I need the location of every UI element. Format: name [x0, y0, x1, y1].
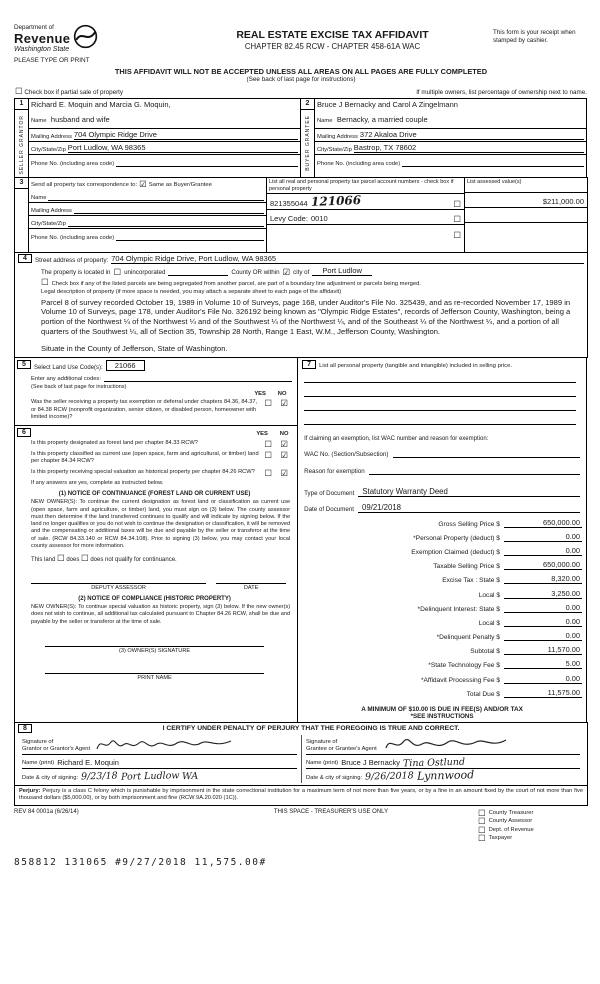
- deferral-yes-checkbox[interactable]: ☐: [264, 398, 272, 409]
- same-as-buyer-label: Same as Buyer/Grantee: [148, 181, 212, 188]
- dist-taxpayer-row: [478, 834, 588, 843]
- grantor-date-handwritten: 9/23/18: [80, 770, 118, 783]
- buyer-section: [300, 98, 587, 178]
- delinquent-interest-state-value: 0.00: [504, 603, 582, 613]
- forest-land-question: Is this property designated as forest land per chapter 84.33 RCW?: [31, 439, 198, 446]
- taxpayer-label: Taxpayer: [488, 835, 513, 842]
- deferral-question-row: [15, 397, 294, 421]
- minimum-fee-note: A MINIMUM OF $10.00 IS DUE IN FEE(S) AND/OR TAX: [361, 705, 523, 713]
- taxable-selling-price-label: Taxable Selling Price $: [433, 563, 500, 571]
- sec6-yes-header: YES: [256, 430, 268, 437]
- distribution-checkboxes: [478, 809, 588, 843]
- deputy-assessor-label: DEPUTY ASSESSOR: [91, 585, 146, 592]
- correspondence-csz-value[interactable]: [68, 218, 264, 227]
- type-of-document-value: Statutory Warranty Deed: [358, 487, 580, 497]
- seller-section: [14, 98, 301, 178]
- grantee-signature-scrawl: [380, 735, 510, 753]
- does-not-label: does not qualify for continuance.: [90, 557, 177, 564]
- exemption-claim-label: If claiming an exemption, list WAC number and reason for exemption:: [304, 436, 489, 443]
- historic-yes-checkbox[interactable]: ☐: [264, 467, 272, 478]
- subtotal-label: Subtotal $: [470, 648, 500, 656]
- buyer-csz-label: City/State/Zip: [317, 147, 352, 153]
- please-type-or-print-label: PLEASE TYPE OR PRINT: [14, 57, 90, 64]
- dist-county-treasurer-row: [478, 809, 588, 818]
- section7-number: 7: [302, 360, 316, 369]
- date-of-document-label: Date of Document: [304, 506, 354, 514]
- seller-name-field[interactable]: [29, 99, 300, 129]
- excise-tax-local-row: [302, 589, 582, 599]
- gross-selling-price-row: [302, 518, 582, 528]
- type-of-document-label: Type of Document: [304, 490, 355, 498]
- excise-tax-local-value: 3,250.00: [504, 589, 582, 599]
- buyer-phone-value[interactable]: [402, 158, 584, 167]
- sec5-no-header: NO: [277, 391, 287, 398]
- delinquent-penalty-value: 0.00: [504, 631, 582, 641]
- forest-land-question-row: [15, 438, 294, 450]
- buyer-phone-label: Phone No. (including area code): [317, 161, 401, 167]
- qualify-row: [15, 551, 294, 564]
- levy-code-label: Levy Code:: [270, 214, 308, 224]
- grantee-signature-label: Signature of Grantee or Grantee's Agent: [306, 738, 377, 752]
- legal-description-label: Legal description of property (if more space is needed, you may attach a separate sheet to each page of the affidavit): [41, 288, 342, 295]
- gross-selling-price-value: 650,000.00: [504, 518, 582, 528]
- historic-question-row: [15, 467, 294, 479]
- form-header: [14, 24, 588, 64]
- deputy-assessor-signature-line[interactable]: [31, 574, 206, 584]
- grantor-print-name-value: Richard E. Moquin: [57, 757, 119, 767]
- property-description-section: [14, 252, 588, 358]
- deferral-no-checkbox[interactable]: ☑: [280, 398, 288, 409]
- segregated-label: Check box if any of the listed parcels are being segregated from another parcel, are part of a boundary line adjustment or parcels being merged.: [51, 280, 421, 287]
- correspondence-mailing-label: Mailing Address: [31, 208, 72, 214]
- correspondence-phone-field[interactable]: [29, 229, 266, 242]
- partial-sale-checkbox[interactable]: ☐: [15, 86, 23, 96]
- forest-no-checkbox[interactable]: ☑: [280, 438, 288, 449]
- seller-name-label: Name: [31, 118, 47, 124]
- state-technology-fee-row: [302, 659, 582, 669]
- personal-property-checkbox-2[interactable]: ☐: [453, 213, 461, 224]
- grantor-signature-label: Signature of Grantor or Grantor's Agent: [22, 738, 91, 752]
- city-value: Port Ludlow: [312, 266, 372, 276]
- dist-county-assessor-row: [478, 817, 588, 826]
- current-use-question-row: [15, 449, 294, 466]
- correspondence-phone-value[interactable]: [116, 232, 264, 241]
- seller-csz-label: City/State/Zip: [31, 147, 66, 153]
- personal-property-line-4[interactable]: [304, 413, 576, 425]
- buyer-name-label: Name: [317, 118, 333, 124]
- state-technology-fee-label: *State Technology Fee $: [428, 662, 500, 670]
- delinquent-penalty-label: *Delinquent Penalty $: [436, 634, 500, 642]
- assessor-date-line[interactable]: [216, 574, 286, 584]
- seller-name-line1: Richard E. Moquin and Marcia G. Moquin,: [31, 100, 171, 109]
- form-subtitle: CHAPTER 82.45 RCW - CHAPTER 458-61A WAC: [244, 42, 421, 51]
- personal-property-line-3[interactable]: [304, 399, 576, 411]
- buyer-mailing-label: Mailing Address: [317, 134, 358, 140]
- grantee-date-city-field[interactable]: [306, 769, 580, 783]
- current-use-question: Is this property classified as current use (open space, farm and agricultural, or timber) land per chapter 84.34 RCW?: [31, 451, 259, 465]
- sec5-yes-header: YES: [254, 391, 266, 398]
- street-address-label: Street address of property:: [35, 257, 109, 264]
- additional-codes-label: Enter any additional codes:: [31, 376, 101, 383]
- section6-number: 6: [17, 428, 31, 437]
- wac-number-value[interactable]: [393, 449, 580, 458]
- see-instructions-note: *SEE INSTRUCTIONS: [410, 712, 474, 720]
- partial-sale-label: Check box if partial sale of property: [24, 89, 124, 96]
- grantee-print-name-label: Name (print): [306, 759, 339, 766]
- exemption-claimed-label: Exemption Claimed (deduct) $: [411, 548, 500, 556]
- parcel-row-blank[interactable]: [267, 225, 464, 240]
- does-checkbox[interactable]: ☐: [57, 553, 65, 564]
- section4-number: 4: [18, 254, 32, 263]
- certify-statement: I CERTIFY UNDER PENALTY OF PERJURY THAT THE FOREGOING IS TRUE AND CORRECT.: [162, 724, 460, 732]
- taxpayer-checkbox[interactable]: ☐: [478, 833, 486, 844]
- delinquent-interest-local-label: Local $: [478, 619, 500, 627]
- parcel-number-printed: 821355044: [270, 199, 308, 209]
- personal-property-deduct-value: 0.00: [504, 532, 582, 542]
- owners-signature-field[interactable]: [15, 627, 294, 654]
- personal-property-checkbox-1[interactable]: ☐: [453, 198, 461, 209]
- date-of-document-value: 09/21/2018: [358, 503, 580, 513]
- form-revision-number: REV 84 0001a (6/26/14): [14, 808, 79, 815]
- seller-phone-label: Phone No. (including area code): [31, 161, 115, 167]
- receipt-note: This form is your receipt when stamped by cashier.: [493, 29, 576, 44]
- subtotal-value: 11,570.00: [504, 645, 582, 655]
- gross-selling-price-label: Gross Selling Price $: [438, 520, 500, 528]
- grantee-signature-field[interactable]: [306, 735, 580, 755]
- buyer-csz-value: Bastrop, TX 78602: [354, 143, 584, 153]
- buyer-phone-field[interactable]: [315, 155, 586, 168]
- assessed-values-header: List assessed value(s): [465, 178, 587, 193]
- correspondence-csz-label: City/State/Zip: [31, 221, 66, 227]
- section2-number: 2: [301, 99, 314, 110]
- partial-sale-row: [15, 87, 123, 96]
- personal-property-list-label: List all personal property (tangible and intangible) included in selling price.: [319, 363, 512, 370]
- personal-property-line-1[interactable]: [304, 371, 576, 383]
- agency-name: [14, 24, 70, 53]
- perjury-notice: [14, 785, 588, 806]
- current-use-no-checkbox[interactable]: ☑: [280, 450, 288, 461]
- grantor-state-handwritten: WA: [182, 770, 199, 783]
- county-blank[interactable]: [168, 275, 228, 276]
- completion-warning: [14, 67, 588, 83]
- buyer-csz-field[interactable]: [315, 142, 586, 155]
- parcel-numbers-header: List all real and personal property tax parcel account numbers - check box if personal property: [267, 178, 464, 194]
- wac-number-label: WAC No. (Section/Subsection): [304, 451, 389, 459]
- grantee-signing-block: [301, 735, 584, 783]
- seller-mailing-field[interactable]: [29, 129, 300, 142]
- seller-grantor-vertical-label: SELLER GRANTOR: [18, 115, 25, 175]
- forest-yes-checkbox[interactable]: ☐: [264, 438, 272, 449]
- parcel-number-handwritten: 121066: [310, 193, 361, 210]
- warning-subline: (See back of last page for instructions): [246, 76, 356, 83]
- grantee-date-handwritten: 9/26/2018: [364, 770, 414, 783]
- warning-line: THIS AFFIDAVIT WILL NOT BE ACCEPTED UNLESS ALL AREAS ON ALL PAGES ARE FULLY COMPLETED: [114, 67, 488, 76]
- seller-csz-field[interactable]: [29, 142, 300, 155]
- same-as-buyer-checkbox[interactable]: ☑: [139, 179, 147, 190]
- grantor-date-city-label: Date & city of signing:: [22, 774, 79, 781]
- excise-tax-local-label: Local $: [478, 591, 500, 599]
- multiple-owners-note: If multiple owners, list percentage of ownership next to name.: [416, 89, 587, 96]
- located-in-label: The property is located in: [41, 269, 111, 276]
- correspondence-mailing-value[interactable]: [74, 205, 264, 214]
- if-yes-note: If any answers are yes, complete as instructed below.: [31, 480, 164, 486]
- dept-of-revenue-logo-icon: [73, 24, 98, 49]
- washington-state-label: Washington State: [14, 46, 70, 53]
- section5-number: 5: [17, 360, 31, 369]
- revenue-label: Revenue: [14, 31, 71, 46]
- personal-property-deduct-row: [302, 532, 582, 542]
- grantor-city-handwritten: Port Ludlow: [120, 770, 180, 783]
- land-use-code-value[interactable]: 21066: [106, 360, 145, 371]
- delinquent-interest-state-label: *Delinquent Interest: State $: [417, 605, 500, 613]
- correspondence-name-field[interactable]: [29, 190, 266, 203]
- grantor-print-name-field[interactable]: [22, 755, 297, 769]
- seller-csz-value: Port Ludlow, WA 98365: [68, 143, 298, 153]
- excise-tax-state-row: [302, 574, 582, 584]
- delinquent-interest-local-row: [302, 617, 582, 627]
- grantee-print-name-value: Bruce J Bernacky: [341, 757, 400, 767]
- this-land-label: This land: [31, 557, 56, 564]
- legal-description-text: Parcel 8 of survey recorded October 19, 1989 in Volume 10 of Surveys, page 168, under Auditor's File No. 325439, and as re-recorded November 17, 1989 in Volume 10 of Surveys, page 178, under Auditor's File No. 326192 being known as "Olympic Ridge Estates", records of Jefferson County, Washington, being a portion of the Northwest ¼ of the Northwest ¼ and of the Southwest ¼ of the Northwest ¼, and of the Southeast ¼ of the Northwest ¼, and a portion of all quarters of the Southwest ¼, all of Section 35, Township 28 North, Range 1 East, W.M., Jefferson County, Washington.: [41, 297, 571, 336]
- unincorporated-label: unincorporated: [124, 269, 166, 276]
- see-back-note: (See back of last page for instructions): [31, 384, 127, 391]
- print-name-field[interactable]: [15, 654, 294, 681]
- street-address-value: 704 Olympic Ridge Drive, Port Ludlow, WA 98365: [111, 254, 584, 264]
- sec6-no-header: NO: [279, 430, 289, 437]
- taxable-selling-price-value: 650,000.00: [504, 560, 582, 570]
- correspondence-csz-field[interactable]: [29, 216, 266, 229]
- section3-number: 3: [15, 178, 28, 189]
- levy-code-value: 0010: [310, 214, 328, 224]
- selling-price-section: [297, 357, 587, 722]
- deputy-assessor-field[interactable]: [31, 574, 206, 591]
- dist-dept-revenue-row: [478, 826, 588, 835]
- does-not-checkbox[interactable]: ☐: [81, 553, 89, 564]
- affidavit-processing-fee-value: 0.00: [504, 674, 582, 684]
- county-treasurer-checkbox[interactable]: ☐: [478, 807, 486, 818]
- grantor-date-city-field[interactable]: [22, 769, 297, 783]
- parcel-row-1: [267, 194, 464, 210]
- taxable-selling-price-row: [302, 560, 582, 570]
- agency-block: [14, 24, 172, 64]
- assessed-blank-row-1[interactable]: [465, 208, 587, 223]
- print-name-line[interactable]: [45, 664, 264, 674]
- personal-property-line-2[interactable]: [304, 385, 576, 397]
- county-or-within-label: County OR within: [231, 269, 280, 276]
- perjury-text: Perjury is a class C felony which is punishable by imprisonment in the state correctional institution for a maximum term of not more than five years, or by a fine in an amount fixed by the court of not more than five thousand dollars ($5,000.00), or by both imprisonment and fine (RCW 9A.20.020 (1C)).: [19, 787, 583, 802]
- notice-continuance-text: NEW OWNER(S): To continue the current designation as forest land or classification as current use (open space, farm and agriculture, or timber) land, you must sign on (3) below. The county assessor must then determine if the land transferred continues to qualify and will indicate by signing below. If the land no longer qualifies or you do not wish to continue the designation or classification, it will be removed and the compensating or additional taxes will be due and payable by the seller or transferor at the time of sale. (RCW 84.33.140 or RCW 84.34.108). Prior to signing (3) below, you may contact your local county assessor for more information.: [31, 499, 291, 549]
- delinquent-interest-local-value: 0.00: [504, 617, 582, 627]
- county-assessor-checkbox[interactable]: ☐: [478, 816, 486, 827]
- correspondence-name-value[interactable]: [48, 192, 264, 201]
- seller-mailing-value: 704 Olympic Ridge Drive: [74, 130, 298, 140]
- does-label: does: [66, 557, 80, 564]
- correspondence-phone-label: Phone No. (including area code): [31, 235, 115, 241]
- deferral-question: Was the seller receiving a property tax exemption or deferral under chapters 84.36, 84.37, or 84.38 RCW (nonprofit organization, senior citizen, or disabled person, homeowner with limited income)?: [31, 399, 258, 420]
- delinquent-interest-state-row: [302, 603, 582, 613]
- grantee-print-name-field[interactable]: [306, 755, 580, 769]
- additional-codes-value[interactable]: [104, 373, 292, 382]
- notice-compliance-title: (2) NOTICE OF COMPLIANCE (HISTORIC PROPERTY): [78, 596, 231, 603]
- reason-exemption-value[interactable]: [369, 466, 580, 475]
- seller-phone-field[interactable]: [29, 155, 300, 168]
- buyer-name-line1: Bruce J Bernacky and Carol A Zingelmann: [317, 100, 458, 109]
- seller-mailing-label: Mailing Address: [31, 134, 72, 140]
- assessed-value-row: [465, 193, 587, 208]
- perjury-bold-label: Perjury:: [19, 787, 41, 794]
- subtotal-row: [302, 645, 582, 655]
- exemption-claimed-value: 0.00: [504, 546, 582, 556]
- forest-land-section: [14, 425, 298, 723]
- historic-question: Is this property receiving special valuation as historical property per chapter 84.26 RCW?: [31, 468, 255, 475]
- seller-name-line2: husband and wife: [50, 115, 110, 124]
- grantee-agent-handwritten: Tina Ostlund: [402, 756, 466, 770]
- historic-no-checkbox[interactable]: ☑: [280, 467, 288, 478]
- buyer-mailing-field[interactable]: [315, 129, 586, 142]
- land-use-section: [14, 357, 298, 425]
- county-assessor-label: County Assessor: [488, 818, 533, 825]
- exemption-claimed-row: [302, 546, 582, 556]
- correspondence-mailing-field[interactable]: [29, 203, 266, 216]
- assessor-date-field[interactable]: [216, 574, 286, 591]
- personal-property-checkbox-3[interactable]: ☐: [453, 229, 461, 240]
- delinquent-penalty-row: [302, 631, 582, 641]
- current-use-yes-checkbox[interactable]: ☐: [264, 450, 272, 461]
- total-due-value: 11,575.00: [504, 688, 582, 698]
- county-treasurer-label: County Treasurer: [488, 809, 534, 816]
- excise-tax-state-value: 8,320.00: [504, 574, 582, 584]
- assessed-value: $211,000.00: [542, 197, 584, 206]
- total-due-row: [302, 688, 582, 698]
- reason-exemption-label: Reason for exemption: [304, 468, 365, 476]
- affidavit-processing-fee-label: *Affidavit Processing Fee $: [420, 676, 500, 684]
- certification-section: [14, 722, 588, 786]
- segregated-checkbox[interactable]: ☐: [41, 277, 49, 287]
- grantee-city-handwritten: Lynnwood: [416, 768, 475, 783]
- seller-phone-value[interactable]: [116, 158, 298, 167]
- unincorporated-checkbox[interactable]: ☐: [113, 266, 122, 277]
- affidavit-processing-fee-row: [302, 674, 582, 684]
- cashier-stamp-text: 858812 131065 #9/27/2018 11,575.00#: [14, 856, 267, 868]
- dept-revenue-checkbox[interactable]: ☐: [478, 824, 486, 835]
- dept-of-label: Department of: [14, 24, 54, 31]
- owners-signature-line[interactable]: [45, 637, 264, 647]
- buyer-grantee-vertical-label: BUYER GRANTEE: [304, 115, 311, 171]
- city-of-checkbox[interactable]: ☑: [282, 266, 291, 277]
- print-name-label: PRINT NAME: [137, 674, 172, 681]
- grantor-signature-scrawl: [93, 735, 243, 753]
- land-use-code-label: Select Land Use Code(s):: [34, 365, 103, 372]
- send-correspondence-label: Send all property tax correspondence to:: [31, 181, 138, 188]
- total-due-label: Total Due $: [466, 690, 500, 698]
- section8-number: 8: [18, 724, 32, 733]
- situate-text: Situate in the County of Jefferson, State of Washington.: [41, 344, 228, 354]
- treasurer-use-only-label: THIS SPACE - TREASURER'S USE ONLY: [273, 808, 389, 815]
- personal-property-deduct-label: *Personal Property (deduct) $: [413, 534, 500, 542]
- notice-continuance-title: (1) NOTICE OF CONTINUANCE (FOREST LAND OR CURRENT USE): [58, 491, 251, 498]
- tax-correspondence-section: [14, 177, 588, 253]
- grantor-signing-block: [18, 735, 301, 783]
- state-technology-fee-value: 5.00: [504, 659, 582, 669]
- grantor-print-name-label: Name (print): [22, 759, 55, 766]
- dept-revenue-label: Dept. of Revenue: [488, 826, 534, 833]
- buyer-mailing-value: 372 Akaloa Drive: [360, 130, 584, 140]
- levy-code-row: [267, 210, 464, 225]
- grantor-signature-field[interactable]: [22, 735, 297, 755]
- excise-tax-state-label: Excise Tax : State $: [442, 577, 500, 585]
- form-title: REAL ESTATE EXCISE TAX AFFIDAVIT: [236, 29, 429, 41]
- section1-number: 1: [15, 99, 28, 110]
- buyer-name-field[interactable]: [315, 99, 586, 129]
- notice-compliance-text: NEW OWNER(S): To continue special valuation as historic property, sign (3) below. If the new owner(s) does not wish to continue, all additional tax calculated pursuant to Chapter 84.26 RCW, shall be due and payable by the seller or transferor at the time of sale.: [31, 604, 291, 625]
- buyer-name-line2: Bernacky, a married couple: [336, 115, 428, 124]
- assessed-blank-row-2[interactable]: [465, 223, 587, 238]
- assessor-date-label: DATE: [243, 585, 259, 592]
- correspondence-name-label: Name: [31, 195, 47, 201]
- grantee-date-city-label: Date & city of signing:: [306, 774, 363, 781]
- owners-signature-label: (3) OWNER(S) SIGNATURE: [119, 647, 191, 654]
- city-of-label: city of: [293, 269, 310, 276]
